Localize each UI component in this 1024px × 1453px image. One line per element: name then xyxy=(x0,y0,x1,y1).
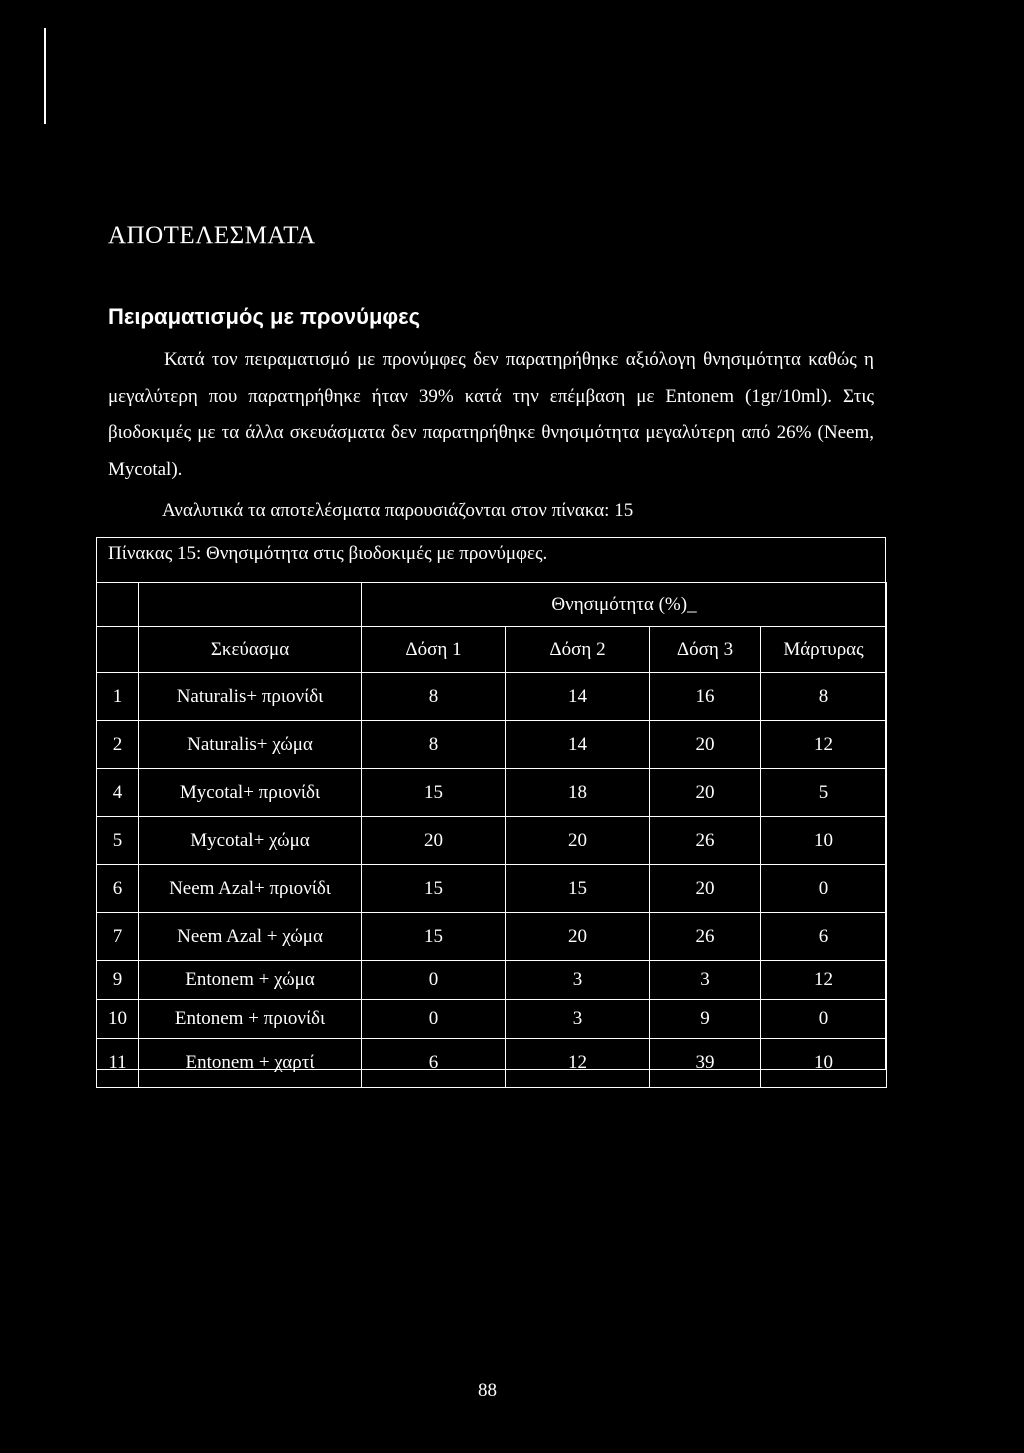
product-name: Mycotal+ πριονίδι xyxy=(139,769,362,817)
dose-3-value: 20 xyxy=(650,721,761,769)
table-caption: Πίνακας 15: Θνησιμότητα στις βιοδοκιμές με προνύμφες. xyxy=(108,543,548,564)
dose-3-value: 20 xyxy=(650,865,761,913)
product-name: Entonem + πριονίδι xyxy=(139,1000,362,1039)
dose-3-value: 20 xyxy=(650,769,761,817)
dose-2-value: 18 xyxy=(506,769,650,817)
table-row xyxy=(97,1039,887,1088)
table-row xyxy=(97,769,887,817)
dose-1-value: 0 xyxy=(362,1000,506,1039)
table-row xyxy=(97,1000,887,1039)
header-control: Μάρτυρας xyxy=(761,627,887,673)
mortality-table xyxy=(96,582,887,1088)
header-empty-cell xyxy=(139,583,362,627)
product-name: Naturalis+ χώμα xyxy=(139,721,362,769)
row-number: 9 xyxy=(97,961,139,1000)
dose-3-value: 16 xyxy=(650,673,761,721)
control-value: 0 xyxy=(761,865,887,913)
product-name: Mycotal+ χώμα xyxy=(139,817,362,865)
header-empty-cell xyxy=(97,627,139,673)
table-row xyxy=(97,817,887,865)
analysis-reference: Αναλυτικά τα αποτελέσματα παρουσιάζονται στον πίνακα: 15 xyxy=(162,500,634,521)
dose-3-value: 26 xyxy=(650,817,761,865)
control-value: 5 xyxy=(761,769,887,817)
results-paragraph: Κατά τον πειραματισμό με προνύμφες δεν παρατηρήθηκε αξιόλογη θνησιμότητα καθώς η μεγαλύτερη που παρατηρήθηκε ήταν 39% κατά την επέμβαση με Entonem (1gr/10ml). Στις βιοδοκιμές με τα άλλα σκευάσματα δεν παρατηρήθηκε θνησιμότητα μεγαλύτερη από 26% (Neem, Mycotal). xyxy=(108,349,874,480)
row-number: 7 xyxy=(97,913,139,961)
subsection-title: Πειραματισμός με προνύμφες xyxy=(108,304,421,329)
row-number: 2 xyxy=(97,721,139,769)
row-number: 4 xyxy=(97,769,139,817)
dose-1-value: 8 xyxy=(362,673,506,721)
table-row xyxy=(97,673,887,721)
table-header-row xyxy=(97,627,887,673)
table-group-header-row xyxy=(97,583,887,627)
header-dose-2: Δόση 2 xyxy=(506,627,650,673)
dose-2-value: 20 xyxy=(506,913,650,961)
dose-2-value: 20 xyxy=(506,817,650,865)
dose-2-value: 3 xyxy=(506,1000,650,1039)
page-number: 88 xyxy=(478,1380,497,1401)
scan-edge-mark xyxy=(44,28,46,124)
dose-1-value: 15 xyxy=(362,865,506,913)
table-row xyxy=(97,913,887,961)
product-name: Neem Azal + χώμα xyxy=(139,913,362,961)
dose-2-value: 3 xyxy=(506,961,650,1000)
product-name: Naturalis+ πριονίδι xyxy=(139,673,362,721)
control-value: 10 xyxy=(761,817,887,865)
header-product: Σκεύασμα xyxy=(139,627,362,673)
header-empty-cell xyxy=(97,583,139,627)
control-value: 6 xyxy=(761,913,887,961)
control-value: 8 xyxy=(761,673,887,721)
dose-2-value: 15 xyxy=(506,865,650,913)
dose-1-value: 8 xyxy=(362,721,506,769)
dose-1-value: 0 xyxy=(362,961,506,1000)
dose-1-value: 15 xyxy=(362,913,506,961)
row-number: 1 xyxy=(97,673,139,721)
section-title: ΑΠΟΤΕΛΕΣΜΑΤΑ xyxy=(108,222,316,249)
dose-3-value: 39 xyxy=(650,1039,761,1088)
dose-3-value: 9 xyxy=(650,1000,761,1039)
control-value: 12 xyxy=(761,721,887,769)
dose-1-value: 6 xyxy=(362,1039,506,1088)
group-header-mortality: Θνησιμότητα (%)_ xyxy=(362,583,887,627)
product-name: Neem Azal+ πριονίδι xyxy=(139,865,362,913)
row-number: 5 xyxy=(97,817,139,865)
control-value: 12 xyxy=(761,961,887,1000)
row-number: 11 xyxy=(97,1039,139,1088)
product-name: Entonem + χώμα xyxy=(139,961,362,1000)
dose-1-value: 20 xyxy=(362,817,506,865)
table-row xyxy=(97,721,887,769)
table-row xyxy=(97,865,887,913)
row-number: 6 xyxy=(97,865,139,913)
table-row xyxy=(97,961,887,1000)
dose-2-value: 12 xyxy=(506,1039,650,1088)
dose-1-value: 15 xyxy=(362,769,506,817)
product-name: Entonem + χαρτί xyxy=(139,1039,362,1088)
dose-2-value: 14 xyxy=(506,721,650,769)
row-number: 10 xyxy=(97,1000,139,1039)
dose-2-value: 14 xyxy=(506,673,650,721)
header-dose-3: Δόση 3 xyxy=(650,627,761,673)
dose-3-value: 3 xyxy=(650,961,761,1000)
dose-3-value: 26 xyxy=(650,913,761,961)
control-value: 10 xyxy=(761,1039,887,1088)
control-value: 0 xyxy=(761,1000,887,1039)
header-dose-1: Δόση 1 xyxy=(362,627,506,673)
